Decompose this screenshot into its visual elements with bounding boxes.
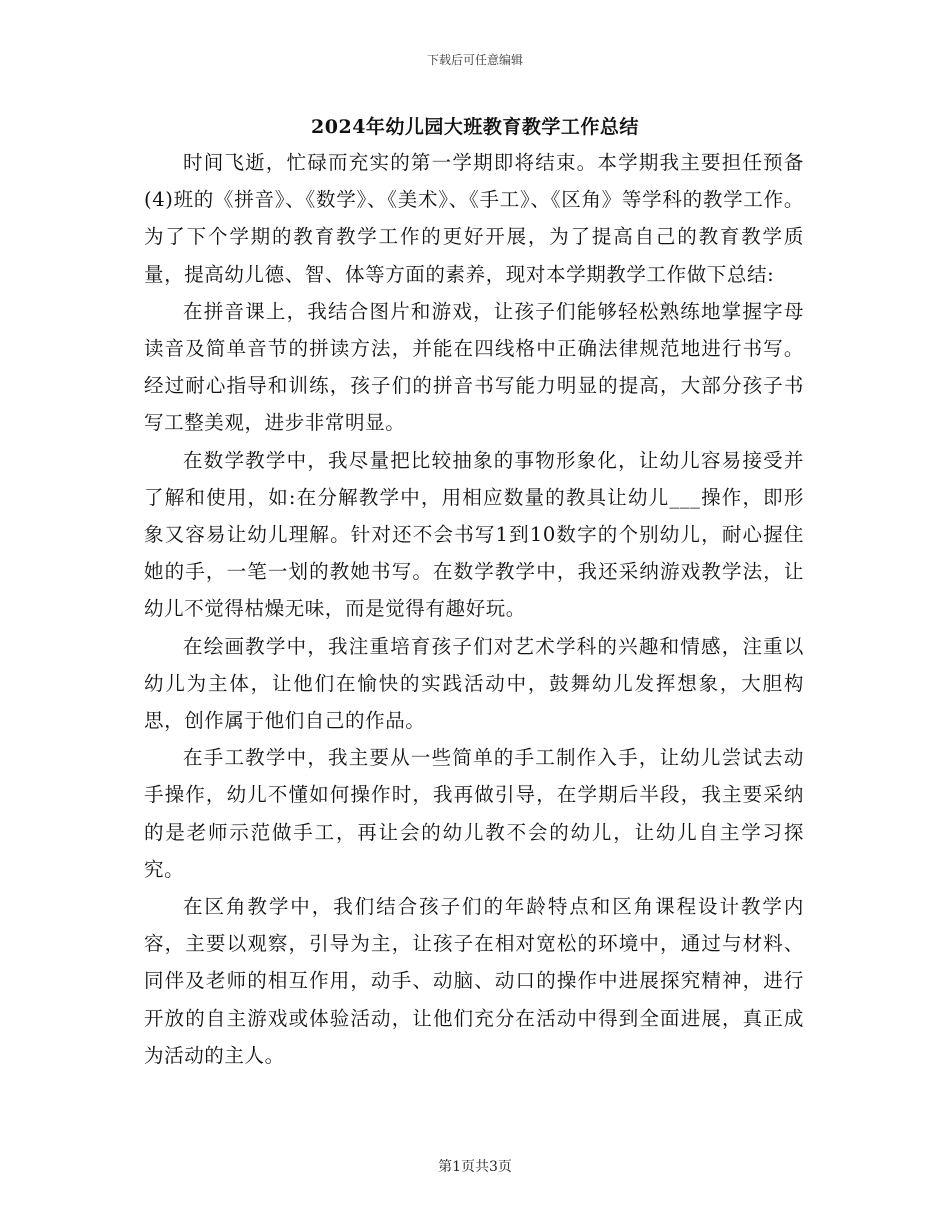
paragraph-corner-activities: 在区角教学中，我们结合孩子们的年龄特点和区角课程设计教学内容，主要以观察，引导为主，让孩子在相对宽松的环境中，通过与材料、同伴及老师的相互作用，动手、动脑、动口的操作中进展探究精神，进行开放的自主游戏或体验活动，让他们充分在活动中得到全面进展，真正成为活动的主人。 [144, 895, 804, 1067]
page-header-note: 下载后可任意编辑 [426, 53, 523, 67]
paragraph-drawing: 在绘画教学中，我注重培育孩子们对艺术学科的兴趣和情感，注重以幼儿为主体，让他们在愉快的实践活动中，鼓舞幼儿发挥想象，大胆构思，创作属于他们自己的作品。 [144, 634, 804, 733]
paragraph-pinyin: 在拼音课上，我结合图片和游戏，让孩子们能够轻松熟练地掌握字母读音及简单音节的拼读方法，并能在四线格中正确法律规范地进行书写。经过耐心指导和训练，孩子们的拼音书写能力明显的提高，大部分孩子书写工整美观，进步非常明显。 [144, 299, 804, 435]
paragraph-math: 在数学教学中，我尽量把比较抽象的事物形象化，让幼儿容易接受并了解和使用，如:在分解教学中，用相应数量的教具让幼儿___操作，即形象又容易让幼儿理解。针对还不会书写1到10数字的个别幼儿，耐心握住她的手，一笔一划的教她书写。在数学教学中，我还采纳游戏教学法，让幼儿不觉得枯燥无味，而是觉得有趣好玩。 [144, 448, 804, 621]
page-number: 第1页共3页 [438, 1159, 512, 1175]
paragraph-intro: 时间飞逝，忙碌而充实的第一学期即将结束。本学期我主要担任预备(4)班的《拼音》、《数学》、《美术》、《手工》、《区角》等学科的教学工作。为了下个学期的教育教学工作的更好开展，为了提高自己的教育教学质量，提高幼儿德、智、体等方面的素养，现对本学期教学工作做下总结: [144, 151, 804, 286]
document-title: 2024年幼儿园大班教育教学工作总结 [311, 116, 639, 138]
paragraph-handcraft: 在手工教学中，我主要从一些简单的手工制作入手，让幼儿尝试去动手操作，幼儿不懂如何操作时，我再做引导，在学期后半段，我主要采纳的是老师示范做手工，再让会的幼儿教不会的幼儿，让幼儿自主学习探究。 [144, 746, 804, 881]
document-body [144, 144, 804, 1074]
